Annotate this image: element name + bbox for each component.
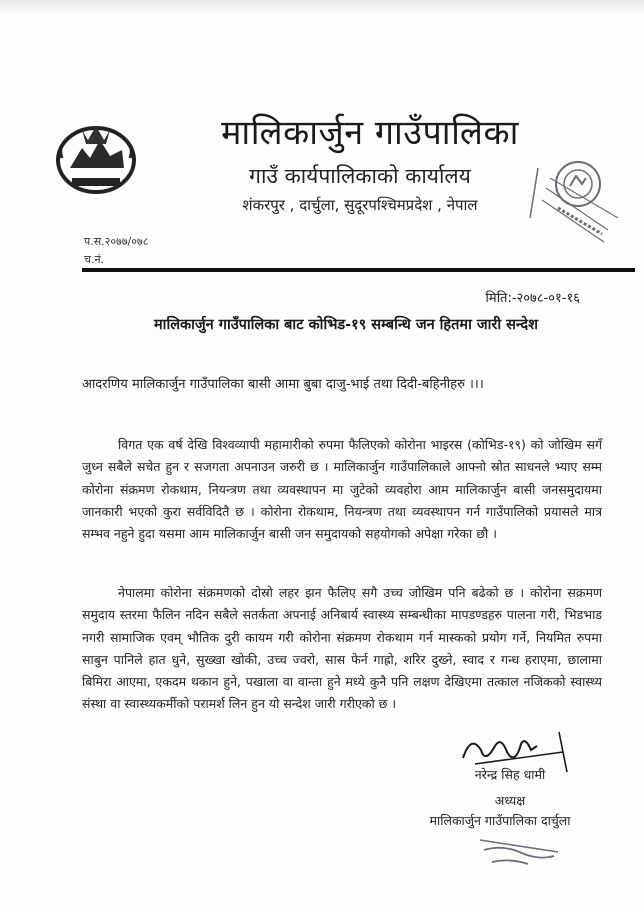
letter-subject: मालिकार्जुन गाउँपालिका बाट कोभिड-१९ सम्बन्धि जन हितमा जारी सन्देश [154,317,538,333]
signer-name: नरेन्द्र सिह धामी [474,767,546,782]
name-stamp-icon [474,830,564,870]
page-top-shadow [0,0,644,14]
body-paragraph-1: विगत एक वर्ष देखि विश्वव्यापी महामारीको रुपमा फैलिएको कोरोना भाइरस (कोभिड-१९) को जोखिम सगँ जुध्न सबैले सचेत हुन र सजगता अपनाउन जरुरी छ । मालिकार्जुन गाउँपालिकाले आफ्नो स्रोत साधनले भ्याए सम्म कोरोना संक्रमण रोकथाम, नियन्त्रण तथा व्यवस्थापन मा जुटेको व्यवहोरा आम मालिकार्जुन बासी जनसमुदायमा जानकारी भएको कुरा सर्वविदितै छ । कोरोना रोकथाम, नियन्त्रण तथा व्यवस्थापन गर्न गाउँपालिको प्रयासले मात्र सम्भव नहुने हुदा यसमा आम मालिकार्जुन बासी जन समुदायको सहयोगको अपेक्षा गरेका छौ । [82,437,602,542]
office-stamp-icon [518,148,630,248]
dispatch-number: च.नं. [84,253,105,266]
header-divider [82,268,635,272]
body-paragraph-2: नेपालमा कोरोना संक्रमणको दोस्रो लहर झन फैलिए सगै उच्च जोखिम पनि बढेको छ । कोरोना सक्रमण समुदाय स्तरमा फैलिन नदिन सबैले सतर्कता अपनाई अनिबार्य स्वास्थ्य सम्बन्धीका मापडण्डहरु पालना गरी, भिडभाड नगरी सामाजिक एवम् भौतिक दुरी कायम गरी कोरोना संक्रमण रोकथाम गर्न मास्कको प्रयोग गर्ने, नियमित रुपमा साबुन पानिले हात धुने, सुख्खा खोकी, उच्च ज्वरो, सास फेर्न गाह्रो, शरिर दुख्ने, स्वाद र गन्ध हराएमा, छालामा बिमिरा आएमा, एकदम थकान हुने, पखाला वा वान्ता हुने मध्ये कुनै पनि लक्षण देखिएमा तत्काल नजिकको स्वास्थ्य संस्था वा स्वास्थ्यकर्मीको परामर्श लिन हुन यो सन्देश जारी गरीएको छ । [82,585,602,712]
municipality-title: मालिकार्जुन गाउँपालिका [221,113,519,153]
letter-date: मिति:-२०७८-०१-१६ [485,291,580,306]
signer-office: मालिकार्जुन गाउँपालिका दार्चुला [429,813,571,828]
nepal-emblem-icon [52,118,140,198]
office-address: शंकरपुर , दार्चुला, सुदूरपश्चिमप्रदेश , नेपाल [242,196,478,214]
signer-designation: अध्यक्ष [494,793,526,808]
letter-salutation: आदरणिय मालिकार्जुन गाउँपालिका बासी आमा बुबा दाजु-भाई तथा दिदी-बहिनीहरु ।।। [82,377,484,392]
reference-number: प.स.२०७७/०७८ [84,235,149,248]
office-subtitle: गाउँ कार्यपालिकाको कार्यालय [249,164,471,188]
